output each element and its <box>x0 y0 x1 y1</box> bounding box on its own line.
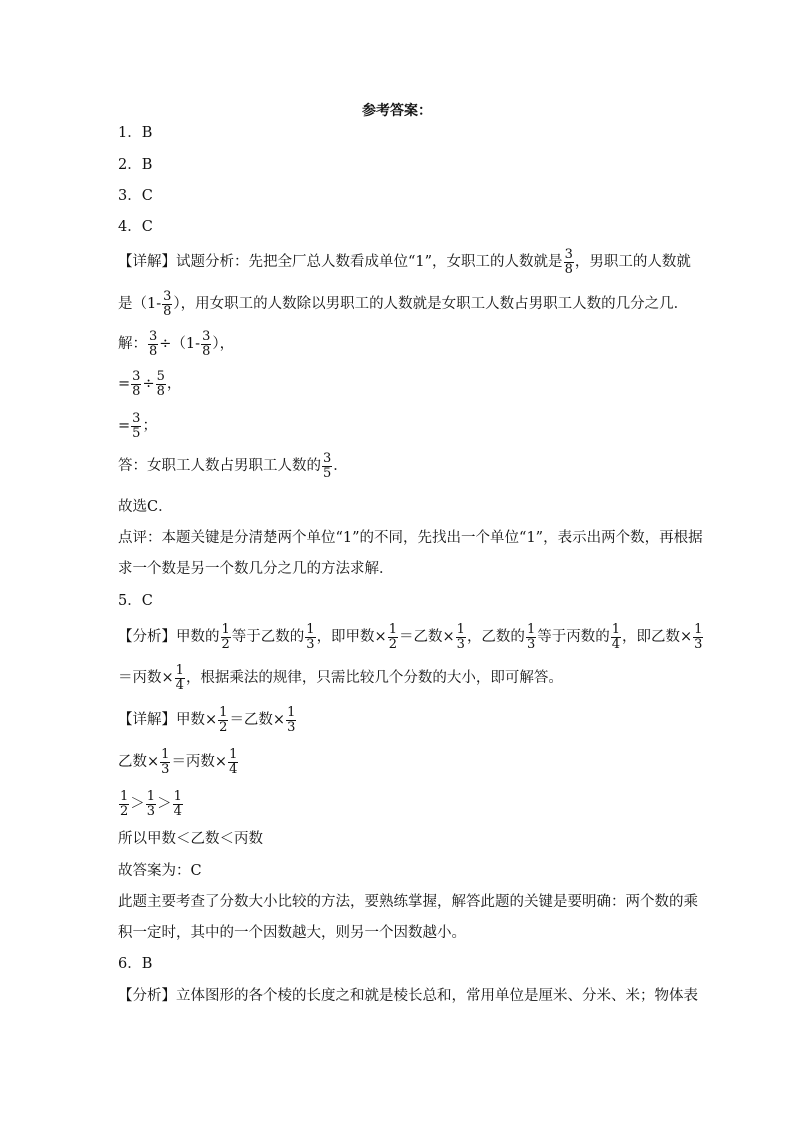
q4-solution-line-1: 解： $\frac{3}{8}$ ÷（1- $\frac{3}{8}$ ）， <box>118 329 235 359</box>
fraction: $\frac{3}{8}$ <box>564 247 573 277</box>
fraction: $\frac{1}{3}$ <box>146 789 156 819</box>
fraction: $\frac{3}{8}$ <box>149 329 158 359</box>
fraction: $\frac{1}{3}$ <box>161 747 170 777</box>
q5-detail-line-3: $\frac{1}{2}$ ＞ $\frac{1}{3}$ ＞ $\frac{1}{4}$ <box>120 789 182 819</box>
fraction: $\frac{1}{3}$ <box>526 622 536 652</box>
fraction: $\frac{1}{2}$ <box>219 705 228 735</box>
page-title: 参考答案： <box>362 103 432 119</box>
answer-6: 6．B <box>118 956 153 972</box>
fraction: $\frac{1}{3}$ <box>694 622 703 652</box>
q4-choice: 故选C． <box>118 499 173 515</box>
q5-detail-line-2: 乙数× $\frac{1}{3}$ ＝丙数× $\frac{1}{4}$ <box>118 747 238 777</box>
q5-note-line-1: 此题主要考查了分数大小比较的方法，要熟练掌握，解答此题的关键是要明确：两个数的乘 <box>118 894 698 910</box>
q4-comment-line-2: 求一个数是另一个数几分之几的方法求解． <box>118 561 394 577</box>
answer-4: 4．C <box>118 219 153 235</box>
q6-analysis-line-1: 【分析】立体图形的各个棱的长度之和就是棱长总和，常用单位是厘米、分米、米；物体表 <box>118 988 698 1004</box>
fraction: $\frac{1}{3}$ <box>456 622 465 652</box>
fraction: $\frac{1}{4}$ <box>175 663 184 693</box>
fraction: $\frac{1}{2}$ <box>120 789 129 819</box>
fraction: $\frac{3}{5}$ <box>132 411 141 441</box>
answer-5: 5．C <box>118 593 153 609</box>
fraction: $\frac{1}{4}$ <box>229 747 238 777</box>
q4-answer-line: 答：女职工人数占男职工人数的 $\frac{3}{5}$ ． <box>118 451 348 481</box>
q5-detail-line-1: 【详解】甲数× $\frac{1}{2}$ ＝乙数× $\frac{1}{3}$ <box>118 705 296 735</box>
q5-conclusion: 所以甲数＜乙数＜丙数 <box>118 831 263 847</box>
fraction: $\frac{3}{5}$ <box>323 451 332 481</box>
q4-solution-line-3: = $\frac{3}{5}$ ； <box>118 411 157 441</box>
answer-1: 1．B <box>118 125 153 141</box>
fraction: $\frac{1}{3}$ <box>306 622 315 652</box>
fraction: $\frac{3}{8}$ <box>132 369 141 399</box>
q4-solution-line-2: = $\frac{3}{8}$ ÷ $\frac{5}{8}$ ， <box>118 369 182 399</box>
q5-analysis-line-2: ＝丙数× $\frac{1}{4}$ ，根据乘法的规律，只需比较几个分数的大小，即可解答。 <box>118 663 563 693</box>
q5-analysis-line-1: 【分析】甲数的 $\frac{1}{2}$ 等于乙数的 $\frac{1}{3}$ ，即甲数× $\frac{1}{2}$ ＝乙数× $\frac{1}{3}$ ，乙数的 $\frac{1}{3}$ 等于丙数的 $\frac{1}{4}$ ，即乙数× $\frac{1}{3}$ <box>118 622 703 652</box>
fraction: $\frac{1}{4}$ <box>173 789 182 819</box>
fraction: $\frac{3}{8}$ <box>163 289 172 319</box>
fraction: $\frac{1}{2}$ <box>221 622 230 652</box>
fraction: $\frac{5}{8}$ <box>156 369 165 399</box>
fraction: $\frac{1}{4}$ <box>611 622 620 652</box>
fraction: $\frac{1}{3}$ <box>287 705 296 735</box>
q5-answer: 故答案为：C <box>118 863 202 879</box>
q4-comment-line-1: 点评：本题关键是分清楚两个单位“1”的不同，先找出一个单位“1”，表示出两个数，再根据 <box>118 530 703 546</box>
answer-3: 3．C <box>118 188 153 204</box>
fraction: $\frac{3}{8}$ <box>202 329 211 359</box>
answer-2: 2．B <box>118 157 153 173</box>
q5-note-line-2: 积一定时，其中的一个因数越大，则另一个因数越小。 <box>118 925 466 941</box>
fraction: $\frac{1}{2}$ <box>388 622 397 652</box>
q4-analysis-line-1: 【详解】试题分析：先把全厂总人数看成单位“1”，女职工的人数就是 $\frac{3}{8}$ ，男职工的人数就 <box>118 247 691 277</box>
q4-analysis-line-2: 是（1- $\frac{3}{8}$ ），用女职工的人数除以男职工的人数就是女职工人数占男职工人数的几分之几． <box>118 289 689 319</box>
